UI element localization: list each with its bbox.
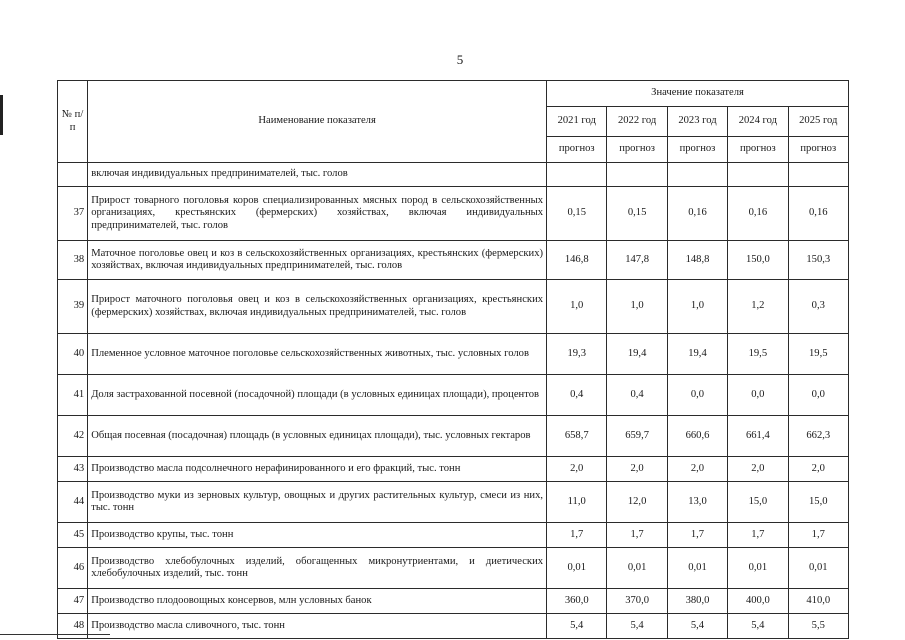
table-row: [58, 375, 849, 416]
value-2021: 2,0: [547, 457, 607, 482]
value-2021: 146,8: [547, 241, 607, 280]
value-2025: 410,0: [788, 589, 848, 614]
value-2023: 1,0: [667, 280, 727, 334]
value-2023: 1,7: [667, 523, 727, 548]
row-number: [58, 163, 88, 187]
value-2024: 5,4: [728, 614, 788, 639]
value-2024: 1,2: [728, 280, 788, 334]
value-2022: 5,4: [607, 614, 667, 639]
value-2024: 661,4: [728, 416, 788, 457]
header-forecast-2023: прогноз: [667, 137, 727, 163]
value-2021: 360,0: [547, 589, 607, 614]
row-number: 37: [58, 187, 88, 241]
table-header: [58, 81, 849, 163]
value-2021: 19,3: [547, 334, 607, 375]
indicators-table: [57, 80, 849, 639]
header-forecast-2021: прогноз: [547, 137, 607, 163]
table-row-continuation: [58, 163, 849, 187]
row-indicator-name: Доля застрахованной посевной (посадочной) площади (в условных единицах площади), процентов: [88, 375, 547, 416]
value-2025: 5,5: [788, 614, 848, 639]
value-2023: 0,01: [667, 548, 727, 589]
row-number: 48: [58, 614, 88, 639]
value-2023: 2,0: [667, 457, 727, 482]
value-2021: 1,0: [547, 280, 607, 334]
value-2023: 380,0: [667, 589, 727, 614]
value-2023: 660,6: [667, 416, 727, 457]
row-indicator-name: Производство плодоовощных консервов, млн условных банок: [88, 589, 547, 614]
value-2024: 15,0: [728, 482, 788, 523]
page-edge-mark: [0, 95, 3, 135]
row-number: 46: [58, 548, 88, 589]
value-2021: 0,01: [547, 548, 607, 589]
value-2023: 0,0: [667, 375, 727, 416]
value-2023: 19,4: [667, 334, 727, 375]
header-year-2024: 2024 год: [728, 107, 788, 137]
bottom-edge-rule: [0, 634, 110, 635]
value-2025: 0,0: [788, 375, 848, 416]
value-2025: 19,5: [788, 334, 848, 375]
row-indicator-name: Производство масла подсолнечного нерафинированного и его фракций, тыс. тонн: [88, 457, 547, 482]
value-2023: 13,0: [667, 482, 727, 523]
row-number: 47: [58, 589, 88, 614]
value-2021: 11,0: [547, 482, 607, 523]
value-2021: 0,4: [547, 375, 607, 416]
value-2024: 400,0: [728, 589, 788, 614]
value-2021: 0,15: [547, 187, 607, 241]
row-number: 45: [58, 523, 88, 548]
value-2022: 0,01: [607, 548, 667, 589]
value-2023: 5,4: [667, 614, 727, 639]
row-indicator-name: Маточное поголовье овец и коз в сельскохозяйственных организациях, крестьянских (фермерских) хозяйствах, включая индивидуальных предпринимателей, тыс. голов: [88, 241, 547, 280]
header-indicator-name: Наименование показателя: [88, 81, 547, 163]
value-2024: 0,01: [728, 548, 788, 589]
value-2024: 19,5: [728, 334, 788, 375]
header-year-2023: 2023 год: [667, 107, 727, 137]
value-2024: 2,0: [728, 457, 788, 482]
row-number: 39: [58, 280, 88, 334]
table-row: [58, 280, 849, 334]
value-2025: 0,01: [788, 548, 848, 589]
value-2021: 658,7: [547, 416, 607, 457]
value-2022: 659,7: [607, 416, 667, 457]
row-indicator-name: Производство муки из зерновых культур, овощных и других растительных культур, смеси из них, тыс. тонн: [88, 482, 547, 523]
table-row: [58, 457, 849, 482]
value-2023: 148,8: [667, 241, 727, 280]
header-forecast-2022: прогноз: [607, 137, 667, 163]
header-row-number: № п/п: [58, 81, 88, 163]
value-2025: 0,16: [788, 187, 848, 241]
value-2022: 1,7: [607, 523, 667, 548]
table-row: [58, 523, 849, 548]
value-2025: 150,3: [788, 241, 848, 280]
row-indicator-name: Прирост маточного поголовья овец и коз в сельскохозяйственных организациях, крестьянских (фермерских) хозяйствах, включая индивидуальных предпринимателей, тыс. голов: [88, 280, 547, 334]
header-year-2025: 2025 год: [788, 107, 848, 137]
value-2023: 0,16: [667, 187, 727, 241]
value-2025: 15,0: [788, 482, 848, 523]
value-2024: 150,0: [728, 241, 788, 280]
value-2022: 0,15: [607, 187, 667, 241]
row-number: 41: [58, 375, 88, 416]
value-2022: 1,0: [607, 280, 667, 334]
value-2024: 1,7: [728, 523, 788, 548]
value-2022: 370,0: [607, 589, 667, 614]
value-2022: 147,8: [607, 241, 667, 280]
table-row: [58, 589, 849, 614]
value-2024: 0,0: [728, 375, 788, 416]
row-indicator-name: включая индивидуальных предпринимателей, тыс. голов: [88, 163, 547, 187]
row-number: 43: [58, 457, 88, 482]
header-forecast-2024: прогноз: [728, 137, 788, 163]
table-row: [58, 614, 849, 639]
value-2021: 5,4: [547, 614, 607, 639]
row-number: 38: [58, 241, 88, 280]
row-number: 44: [58, 482, 88, 523]
table-row: [58, 241, 849, 280]
table-row: [58, 334, 849, 375]
value-2022: 0,4: [607, 375, 667, 416]
value-2025: 662,3: [788, 416, 848, 457]
value-2025: 0,3: [788, 280, 848, 334]
row-number: 42: [58, 416, 88, 457]
row-indicator-name: Общая посевная (посадочная) площадь (в условных единицах площади), тыс. условных гектаров: [88, 416, 547, 457]
table-row: [58, 482, 849, 523]
header-year-2022: 2022 год: [607, 107, 667, 137]
row-indicator-name: Производство хлебобулочных изделий, обогащенных микронутриентами, и диетических хлебобулочных изделий, тыс. тонн: [88, 548, 547, 589]
row-number: 40: [58, 334, 88, 375]
header-forecast-2025: прогноз: [788, 137, 848, 163]
table-row: [58, 187, 849, 241]
table-row: [58, 548, 849, 589]
value-2024: 0,16: [728, 187, 788, 241]
table-row: [58, 416, 849, 457]
row-indicator-name: Производство крупы, тыс. тонн: [88, 523, 547, 548]
row-indicator-name: Производство масла сливочного, тыс. тонн: [88, 614, 547, 639]
value-2022: 12,0: [607, 482, 667, 523]
row-indicator-name: Прирост товарного поголовья коров специализированных мясных пород в сельскохозяйственных организациях, крестьянских (фермерских) хозяйствах, включая индивидуальных предпринимателей, тыс. голов: [88, 187, 547, 241]
value-2022: 19,4: [607, 334, 667, 375]
header-year-2021: 2021 год: [547, 107, 607, 137]
value-2022: 2,0: [607, 457, 667, 482]
row-indicator-name: Племенное условное маточное поголовье сельскохозяйственных животных, тыс. условных голов: [88, 334, 547, 375]
page-number: 5: [456, 52, 464, 67]
value-2021: 1,7: [547, 523, 607, 548]
table-body: [58, 163, 849, 639]
header-indicator-value: Значение показателя: [547, 81, 849, 107]
value-2025: 2,0: [788, 457, 848, 482]
value-2025: 1,7: [788, 523, 848, 548]
